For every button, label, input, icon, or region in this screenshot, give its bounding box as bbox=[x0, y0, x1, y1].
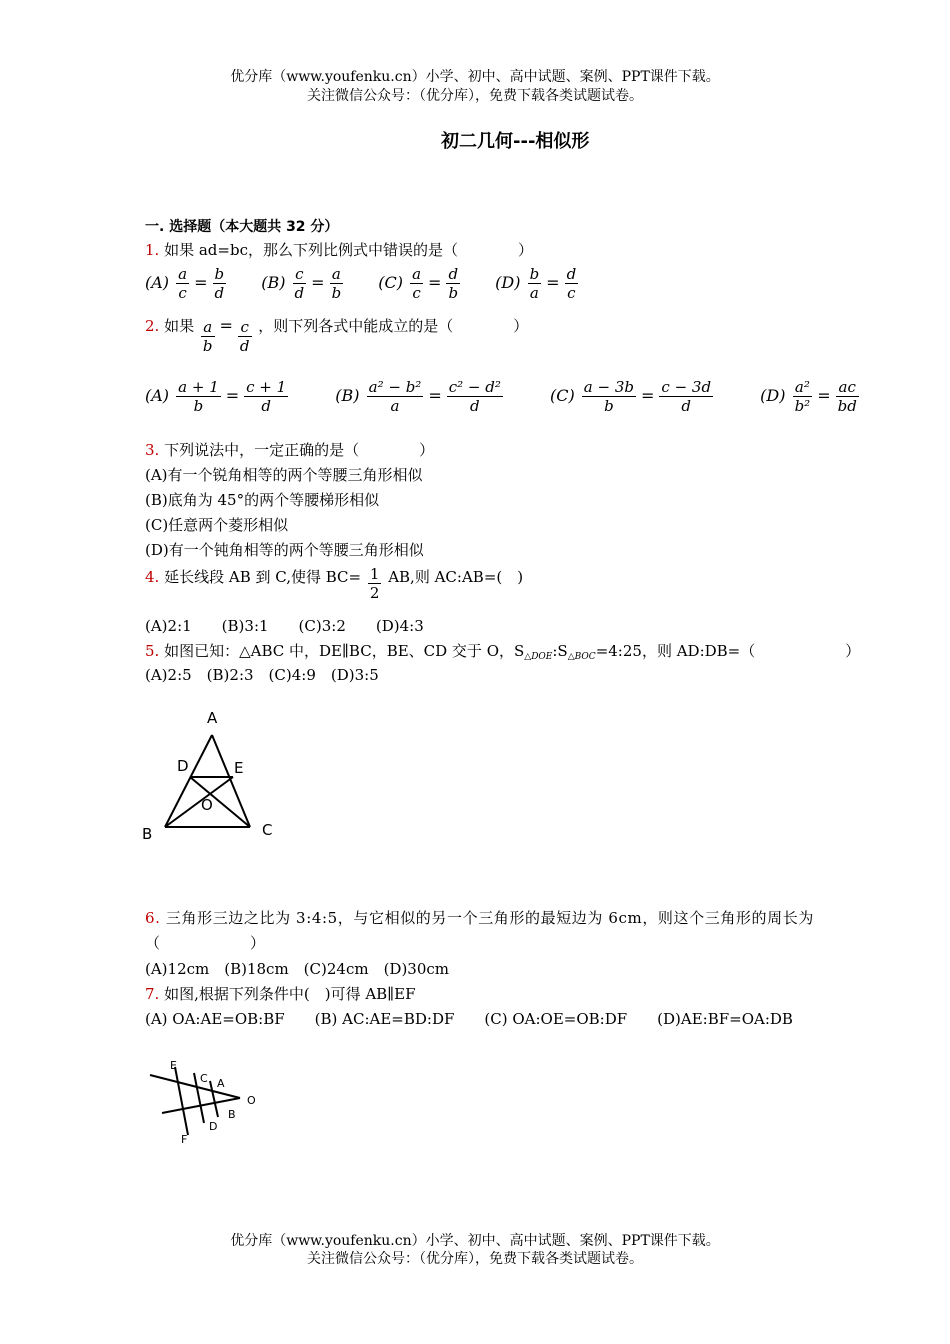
question-number: 3. bbox=[145, 441, 160, 459]
label-a: A bbox=[217, 1077, 225, 1090]
option-c: (C) $\frac{a}{c}$ = $\frac{d}{b}$ bbox=[378, 265, 459, 302]
label-e: E bbox=[170, 1059, 177, 1072]
question-4-options: (A)2:1 (B)3:1 (C)3:2 (D)4:3 bbox=[145, 617, 424, 635]
label-d: D bbox=[177, 757, 189, 775]
page-footer-line2: 关注微信公众号：（优分库），免费下载各类试题试卷。 bbox=[307, 1251, 643, 1267]
line-ef bbox=[175, 1067, 188, 1135]
label-b: B bbox=[142, 825, 153, 843]
question-1 bbox=[145, 240, 533, 260]
label-d: D bbox=[209, 1120, 218, 1133]
question-number: 7. bbox=[145, 985, 160, 1003]
question-5-options: (A)2:5 (B)2:3 (C)4:9 (D)3:5 bbox=[145, 666, 379, 684]
lines-figure bbox=[140, 1055, 270, 1150]
option-c: (C) $\frac{a - 3b}{b}$ = $\frac{c - 3d}{d}$ bbox=[549, 378, 712, 415]
question-2: 2. 如果 $\frac{a}{b}$ = $\frac{c}{d}$ ，则下列各式中能成立的是（ ） bbox=[145, 316, 529, 355]
question-text: 如果 ad=bc，那么下列比例式中错误的是（ ） bbox=[164, 241, 533, 259]
question-number: 2. bbox=[145, 317, 160, 335]
question-1-options bbox=[145, 265, 608, 302]
section-heading: 一. 选择题（本大题共 32 分） bbox=[145, 219, 339, 235]
question-3-option-b: (B)底角为 45°的两个等腰梯形相似 bbox=[145, 491, 380, 509]
question-5: 5. 如图已知：△ABC 中，DE∥BC，BE、CD 交于 O，$S_{\triangle DOE}:S_{\triangle BOC}=4:25$，则 AD:DB=（ ） bbox=[145, 642, 861, 662]
question-number: 6. bbox=[145, 909, 161, 927]
question-4: 4. 延长线段 AB 到 C,使得 BC= $\frac{1}{2}$ AB,则 AC:AB=( ) bbox=[145, 565, 524, 602]
option-d: (D) $\frac{\text{a²}}{\text{b²}}$ = $\frac{ac}{bd}$ bbox=[760, 378, 857, 415]
question-7: 7. 如图,根据下列条件中( )可得 AB∥EF bbox=[145, 985, 416, 1003]
question-3-option-d: (D)有一个钝角相等的两个等腰三角形相似 bbox=[145, 541, 424, 559]
label-f: F bbox=[181, 1133, 188, 1146]
side-ac bbox=[212, 735, 250, 827]
label-c: C bbox=[200, 1072, 208, 1085]
question-number: 5. bbox=[145, 642, 160, 660]
question-3-option-a: (A)有一个锐角相等的两个等腰三角形相似 bbox=[145, 466, 423, 484]
question-3: 3. 下列说法中，一定正确的是（ ） bbox=[145, 441, 435, 459]
triangle-figure bbox=[140, 705, 290, 845]
label-o: O bbox=[247, 1094, 256, 1107]
option-b: (B) $\frac{c}{d}$ = $\frac{a}{b}$ bbox=[261, 265, 342, 302]
page-title: 初二几何---相似形 bbox=[441, 131, 590, 152]
page-footer-line1: 优分库（www.youfenku.cn）小学、初中、高中试题、案例、PPT课件下载。 bbox=[230, 1233, 720, 1249]
question-6: 6. 三角形三边之比为 3:4:5，与它相似的另一个三角形的最短边为 6cm，则这个三角形的周长为 bbox=[145, 909, 814, 927]
question-3-option-c: (C)任意两个菱形相似 bbox=[145, 516, 289, 534]
label-a: A bbox=[207, 709, 218, 727]
question-6-paren: （ ） bbox=[145, 934, 266, 952]
option-d: (D) $\frac{b}{a}$ = $\frac{d}{c}$ bbox=[495, 265, 577, 302]
option-a: (A) $\frac{a + 1}{b}$ = $\frac{c + 1}{d}$ bbox=[145, 378, 287, 415]
option-a: (A) $\frac{a}{c}$ = $\frac{b}{d}$ bbox=[145, 265, 225, 302]
question-2-options bbox=[145, 378, 901, 415]
question-number: 4. bbox=[145, 568, 160, 586]
label-o: O bbox=[201, 796, 213, 814]
question-number: 1. bbox=[145, 241, 160, 259]
question-6-options: (A)12cm (B)18cm (C)24cm (D)30cm bbox=[145, 960, 450, 978]
label-b: B bbox=[228, 1108, 236, 1121]
option-b: (B) $\frac{\text{a² − b²}}{a}$ = $\frac{\text{c² − d²}}{d}$ bbox=[335, 378, 501, 415]
page-header-line1: 优分库（www.youfenku.cn）小学、初中、高中试题、案例、PPT课件下载。 bbox=[230, 69, 720, 85]
label-e: E bbox=[234, 759, 244, 777]
page-header-line2: 关注微信公众号：（优分库），免费下载各类试题试卷。 bbox=[307, 88, 643, 104]
label-c: C bbox=[262, 821, 273, 839]
question-7-options: (A) OA:AE=OB:BF (B) AC:AE=BD:DF (C) OA:OE=OB:DF (D)AE:BF=OA:DB bbox=[145, 1010, 793, 1028]
